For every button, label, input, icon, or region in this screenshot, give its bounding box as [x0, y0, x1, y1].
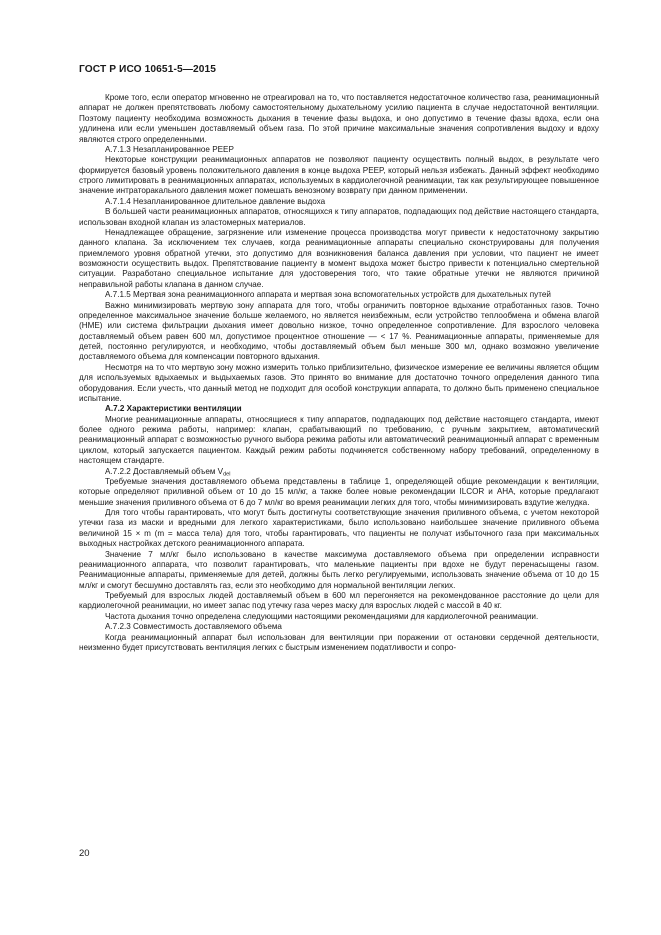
paragraph: Значение 7 мл/кг было использовано в качестве максимума доставляемого объема при определении исправности реанимационного аппарата, что позволит гарантировать, что маленькие пациенты при вдохе не будут перенасыщены газом. Реанимационные аппараты, применяемые для детей, должны быть легко регулируемыми, использовать значение объема от 10 до 15 мл/кг и смогут бесшумно доставлять газ, если это необходимо для нормальной вентиляции легких.: [79, 549, 599, 590]
paragraph: Многие реанимационные аппараты, относящиеся к типу аппаратов, подпадающих под действие настоящего стандарта, имеют более одного режима работы, например: клапан, срабатывающий по требованию, с ручным закрытием, автоматический реанимационный аппарат с возможностью ручного выбора режима работы или автоматический реанимационный аппарат с временным циклом, который запускается пациентом. Каждый режим работы подчиняется собственному набору требований, определенному в настоящем стандарте.: [79, 414, 599, 466]
paragraph: Некоторые конструкции реанимационных аппаратов не позволяют пациенту осуществить полный выдох, в результате чего формируется базовый уровень положительного давления в конце выдоха PEEP, который нельзя избежать. Данный эффект необходимо строго лимитировать в реанимационных аппаратах, используемых в кардиолегочной реанимации, так как результирующее повышенное значение интраторакального давления может помешать венозному возврату при данном применении.: [79, 155, 599, 196]
paragraph: Требуемые значения доставляемого объема представлены в таблице 1, определяющей общие рекомендации к вентиляции, которые определяют приливной объем от 10 до 15 мл/кг, а также более новые рекомендации ILCOR и AHA, которые предлагают меньшие значения приливного объема от 6 до 7 мл/кг во время реанимации легких для того, чтобы минимизировать вздутие желудка.: [79, 476, 599, 507]
paragraph: В большей части реанимационных аппаратов, относящихся к типу аппаратов, подпадающих под действие настоящего стандарта, использован входной клапан из эластомерных материалов.: [79, 207, 599, 227]
paragraph: Несмотря на то что мертвую зону можно измерить только приблизительно, физическое измерение ее величины является общим для используемых вдыхаемых и выдыхаемых газов. Это принято во внимание для достаточно точного определения данного типа оборудования. Если учесть, что данный метод не подходит для особой конструкции аппарата, то должно быть применено специальное испытание.: [79, 362, 599, 403]
section-heading: А.7.1.3 Незапланированное PEEP: [105, 144, 234, 154]
section-heading: А.7.1.5 Мертвая зона реанимационного аппарата и мертвая зона вспомогательных устройств для дыхательных путей: [105, 290, 551, 300]
document-header: ГОСТ Р ИСО 10651-5—2015: [79, 64, 217, 75]
subscript-del: del: [223, 471, 231, 477]
paragraph: Кроме того, если оператор мгновенно не отреагировал на то, что поставляется недостаточное количество газа, реанимационный аппарат не должен препятствовать любому самостоятельному дыхательному усилию пациента в случае недостаточной вентиляции. Поэтому пациенту необходима возможность дыхания в течение фазы выдоха, и оно допустимо в течение фазы вдоха, если она удлинена или если уменьшен доставляемый объем газа. По этой причине максимальные значения сопротивления выдоху и вдоху являются строго определенными.: [79, 93, 599, 144]
paragraph: Требуемый для взрослых людей доставляемый объем в 600 мл перегоняется на рекомендованное расстояние до цели для кардиолегочной реанимации, но имеет запас под утечку газа через маску для взрослых людей с массой в 40 кг.: [79, 591, 599, 611]
page-number: 20: [79, 848, 90, 859]
section-heading-text: А.7.2.2 Доставляемый объем V: [105, 466, 224, 476]
section-heading-bold: А.7.2 Характеристики вентиляции: [105, 404, 242, 414]
document-body: [79, 93, 599, 653]
section-heading: [79, 467, 599, 477]
paragraph: Ненадлежащее обращение, загрязнение или изменение процесса производства могут привести к недостаточному закрытию данного клапана. За исключением тех случаев, когда реанимационные аппараты специально сконструированы для получения приемлемого уровня обратной утечки, это допустимо для возникновения баланса давления при условии, что пациент не имеет возможности осуществить выдох. Препятствование пациенту в момент выдоха может быстро привести к потенциально смертельной ситуации. Разработано специальное испытание для удостоверения того, что такие обратные утечки не являются причиной неправильной работы клапана в данном случае.: [79, 227, 599, 289]
paragraph: Частота дыхания точно определена следующими настоящими рекомендациями для кардиолегочной реанимации.: [105, 611, 539, 621]
paragraph: Когда реанимационный аппарат был использован для вентиляции при поражении от остановки сердечной деятельности, неизменно будет присутствовать вентиляция легких с быстрым изменением податливости и сопро-: [79, 632, 599, 652]
section-heading: А.7.2.3 Совместимость доставляемого объема: [105, 622, 282, 632]
section-heading: А.7.1.4 Незапланированное длительное давление выдоха: [105, 196, 326, 206]
paragraph: Важно минимизировать мертвую зону аппарата для того, чтобы ограничить повторное вдыхание отработанных газов. Точно определенное максимальное значение больше желаемого, но является неизбежным, если устройство теплообмена и обмена влагой (HME) или система фильтрации дыхания имеет довольно низкое, точно определенное сопротивление. Для взрослого человека доставляемый объем равен 600 мл, допустимое процентное отношение — < 17 %. Реанимационные аппараты, применяемые для детей, постоянно регулируются, и необходимо, чтобы доставляемый объем был меньше 300 мл, однако возможно увеличение доставляемого объема для компенсации повторного вдыхания.: [79, 300, 599, 362]
paragraph: Для того чтобы гарантировать, что могут быть достигнуты соответствующие значения приливного объема, с учетом некоторой утечки газа из маски и вредными для легкого характеристиками, было использовано наибольшее значение приливного объема величиной 15 × m (m = масса тела) для того, чтобы гарантировать, что пациенты не получат избыточного газа при максимальных выходных настройках детского реанимационного аппарата.: [79, 508, 599, 549]
